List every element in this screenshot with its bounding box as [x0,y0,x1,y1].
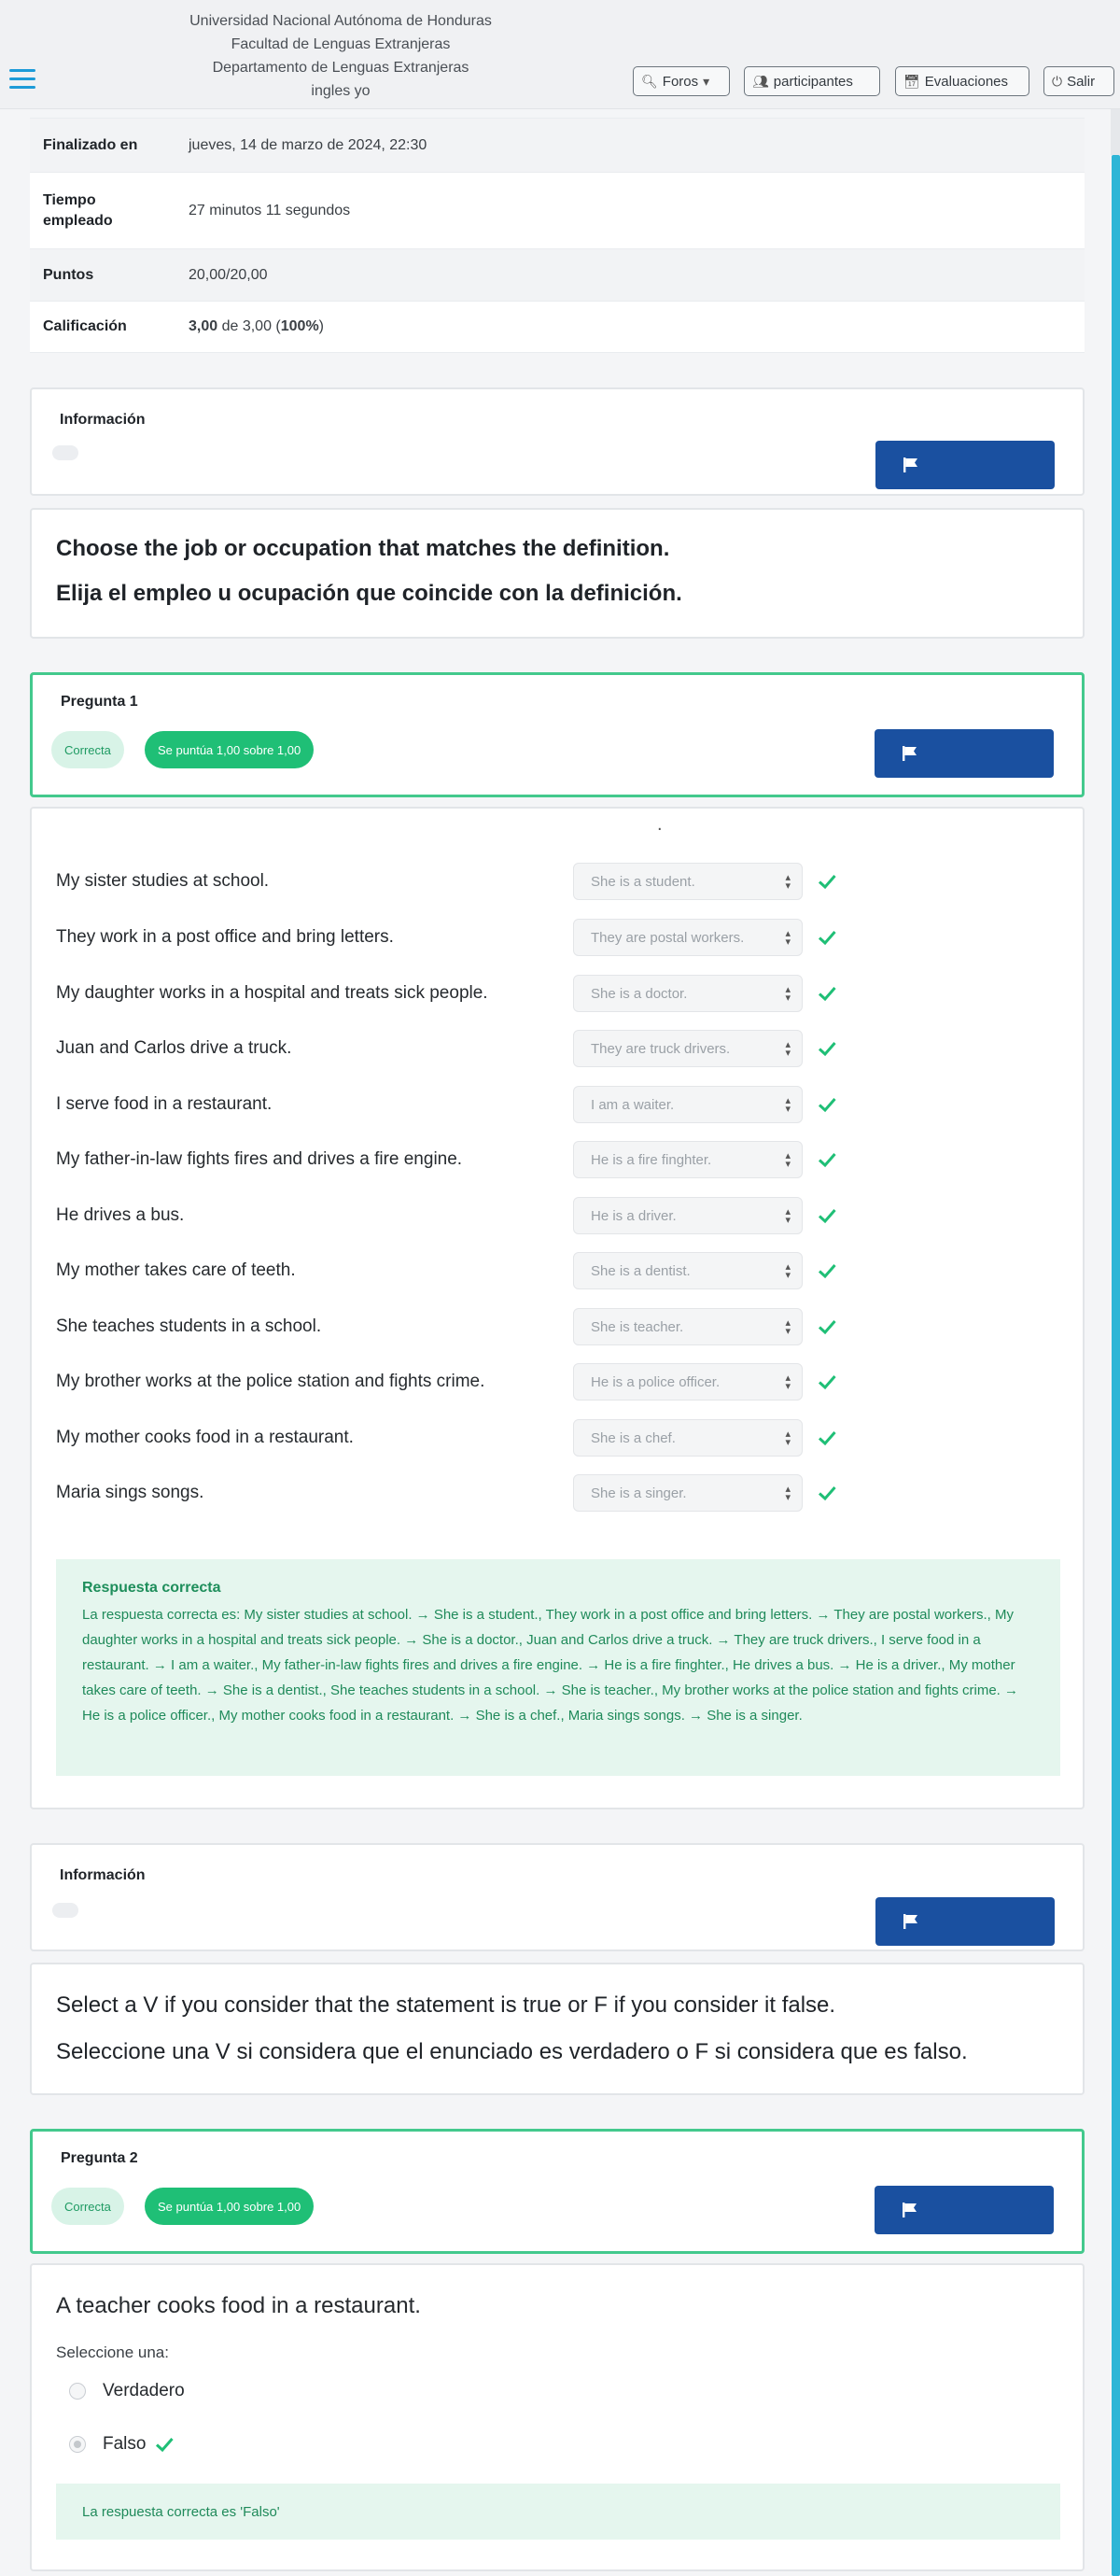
match-stem: My sister studies at school. [56,871,270,891]
flag-icon [902,456,920,474]
check-icon [816,926,838,949]
select-value: I am a waiter. [591,1096,675,1113]
check-icon [816,1260,838,1282]
brand-line-department: Departamento de Lenguas Extranjeras [212,60,469,76]
option-label: Falso [103,2434,147,2454]
select-value: She is a chef. [591,1429,676,1446]
summary-key: Puntos [43,266,94,283]
check-icon [816,1482,838,1504]
question-number: Pregunta 1 [61,694,138,710]
grade-end: ) [318,318,324,334]
answer-select[interactable] [573,1141,803,1178]
select-value: She is a dentist. [591,1262,691,1279]
summary-key: Calificación [43,318,127,334]
flag-question-button[interactable] [875,2186,1054,2234]
flag-question-button[interactable] [875,441,1055,489]
select-value: They are postal workers. [591,929,745,946]
answer-select[interactable] [573,1363,803,1401]
select-arrows-icon: ▴ ▾ [785,1429,791,1448]
grade-percent: 100% [280,318,319,334]
check-icon [816,1148,838,1171]
match-row [56,1359,1064,1404]
foros-dropdown-button[interactable] [633,66,730,96]
summary-value: jueves, 14 de marzo de 2024, 22:30 [189,136,427,153]
radio-selected[interactable] [69,2436,86,2453]
flag-icon [901,2201,919,2219]
question-1-header [30,672,1085,797]
match-stem: My daughter works in a hospital and treats sick people. [56,983,488,1003]
option-falso[interactable] [69,2433,175,2456]
select-arrows-icon: ▴ ▾ [785,1095,791,1115]
select-value: He is a police officer. [591,1373,721,1390]
calendar-icon: 📅︎ [903,73,920,89]
select-arrows-icon: ▴ ▾ [785,1372,791,1392]
radio-unselected[interactable] [69,2383,86,2400]
instructions-card-1 [30,508,1085,639]
grade-mid: de 3,00 ( [217,318,281,334]
attempt-summary-table [30,118,1085,353]
brand-line-university: Universidad Nacional Autónoma de Honduras [189,13,492,29]
salir-label: Salir [1067,73,1096,90]
match-row [56,1193,1064,1238]
summary-value: 20,00/20,00 [189,266,268,283]
match-stem: Juan and Carlos drive a truck. [56,1038,292,1058]
status-badge: Correcta [51,2188,124,2225]
answer-select[interactable] [573,1086,803,1123]
scrollbar-thumb[interactable] [1112,155,1120,2576]
select-value: He is a driver. [591,1207,677,1224]
match-row [56,1026,1064,1071]
summary-row-calificacion [30,301,1085,353]
brand-line-course: ingles yo [311,83,371,99]
match-stem: My mother cooks food in a restaurant. [56,1428,354,1447]
correct-answer-feedback [56,1559,1060,1776]
check-icon [153,2433,175,2456]
summary-key: Tiempo empleado [43,191,113,229]
flag-question-button[interactable] [875,729,1054,778]
match-row [56,1082,1064,1127]
answer-select[interactable] [573,1197,803,1234]
option-verdadero[interactable] [69,2381,185,2401]
power-icon: ⏻ [1052,73,1063,89]
select-arrows-icon: ▴ ▾ [785,1317,791,1337]
select-value: He is a fire finghter. [591,1151,712,1168]
answer-select[interactable] [573,1419,803,1457]
match-row [56,1471,1064,1515]
select-arrows-icon: ▴ ▾ [785,1039,791,1059]
question-statement: A teacher cooks food in a restaurant. [56,2293,421,2318]
summary-row-finalizado [30,118,1085,172]
match-row [56,1248,1064,1293]
match-stem: They work in a post office and bring letters. [56,927,394,947]
question-2-header [30,2129,1085,2254]
answer-select[interactable] [573,919,803,956]
check-icon [816,1427,838,1449]
top-navbar [0,0,1120,109]
search-icon: 🔍︎ [641,73,658,89]
match-stem: My father-in-law fights fires and drives a fire engine. [56,1149,463,1169]
check-icon [816,1316,838,1338]
site-brand[interactable] [154,9,527,103]
scrollbar-top [1111,109,1120,155]
info-card-2 [30,1843,1085,1951]
summary-key: Finalizado en [43,136,138,153]
instruction-spanish: Seleccione una V si considera que el enunciado es verdadero o F si considera que es falso. [56,2039,968,2064]
stray-dot: . [657,814,663,835]
select-arrows-icon: ▴ ▾ [785,1261,791,1281]
salir-button[interactable] [1043,66,1114,96]
grade-value: 3,00 [189,318,218,334]
info-tag [52,1903,78,1918]
participantes-label: participantes [773,73,853,90]
feedback-title: Respuesta correcta [82,1580,221,1596]
answer-select[interactable] [573,1308,803,1345]
select-arrows-icon: ▴ ▾ [785,928,791,948]
match-stem: He drives a bus. [56,1205,185,1225]
instruction-spanish: Elija el empleo u ocupación que coincide con la definición. [56,581,682,606]
evaluaciones-button[interactable] [895,66,1029,96]
answer-select[interactable] [573,975,803,1012]
flag-icon [902,1912,920,1931]
check-icon [816,1204,838,1227]
match-row [56,971,1064,1016]
select-value: She is teacher. [591,1318,684,1335]
info-title: Información [60,412,146,428]
option-label: Verdadero [103,2381,185,2400]
summary-row-tiempo [30,172,1085,248]
select-arrows-icon: ▴ ▾ [785,1150,791,1170]
answer-select[interactable] [573,1030,803,1067]
check-icon [816,1371,838,1393]
foros-label: Foros [662,73,699,90]
info-tag [52,445,78,460]
select-arrows-icon: ▴ ▾ [785,984,791,1004]
check-icon [816,1093,838,1116]
select-value: She is a student. [591,873,695,890]
match-stem: She teaches students in a school. [56,1316,322,1336]
question-number: Pregunta 2 [61,2150,138,2166]
match-row [56,1137,1064,1182]
check-icon [816,870,838,893]
brand-line-faculty: Facultad de Lenguas Extranjeras [231,36,451,52]
select-value: She is a singer. [591,1485,687,1501]
check-icon [816,982,838,1005]
instruction-english: Choose the job or occupation that matches the definition. [56,536,670,561]
question-2-content [30,2263,1085,2571]
match-stem: Maria sings songs. [56,1483,204,1502]
instruction-english: Select a V if you consider that the statement is true or F if you consider it false. [56,1992,836,2018]
instructions-card-2 [30,1963,1085,2095]
participantes-button[interactable] [744,66,880,96]
match-row [56,915,1064,960]
match-row [56,1415,1064,1460]
score-badge: Se puntúa 1,00 sobre 1,00 [145,2188,314,2225]
select-value: They are truck drivers. [591,1040,731,1057]
select-arrows-icon: ▴ ▾ [785,872,791,892]
select-arrows-icon: ▴ ▾ [785,1484,791,1503]
match-stem: My mother takes care of teeth. [56,1260,296,1280]
question-1-content [30,807,1085,1809]
select-one-label: Seleccione una: [56,2344,169,2361]
menu-icon[interactable] [9,69,35,90]
summary-row-puntos [30,248,1085,301]
answer-select[interactable] [573,1474,803,1512]
evaluaciones-label: Evaluaciones [924,73,1009,90]
right-answer-note: La respuesta correcta es 'Falso' [56,2484,1060,2540]
score-badge: Se puntúa 1,00 sobre 1,00 [145,731,314,768]
match-row [56,859,1064,904]
info-title: Información [60,1867,146,1883]
flag-icon [901,744,919,763]
summary-value: 27 minutos 11 segundos [189,202,351,218]
flag-question-button[interactable] [875,1897,1055,1946]
select-arrows-icon: ▴ ▾ [785,1206,791,1226]
answer-select[interactable] [573,1252,803,1289]
summary-value [189,318,324,335]
check-icon [816,1037,838,1060]
match-stem: I serve food in a restaurant. [56,1094,273,1114]
match-stem: My brother works at the police station and fights crime. [56,1372,485,1391]
status-badge: Correcta [51,731,124,768]
feedback-text: La respuesta correcta es: My sister studies at school. → She is a student., They work in a post office and bring letters. → They are postal workers., My daughter works in a hospital and treats sick people. → She is a doctor., Juan and Carlos drive a truck. → They are truck drivers., I serve food in a restaurant. → I am a waiter., My father-in-law fights fires and drives a fire engine. → He is a fire finghter., He drives a bus. → He is a driver., My mother takes care of teeth. → She is a dentist., She teaches students in a school. → She is teacher., My brother works at the police station and fights crime. → He is a police officer., My mother cooks food in a restaurant. → She is a chef., Maria sings songs. → She is a singer. [82,1607,1019,1724]
caret-down-icon: ▾ [703,73,710,89]
info-card-1 [30,387,1085,496]
answer-select[interactable] [573,863,803,900]
select-value: She is a doctor. [591,985,688,1002]
users-icon: 👥︎ [752,73,769,89]
match-row [56,1304,1064,1349]
